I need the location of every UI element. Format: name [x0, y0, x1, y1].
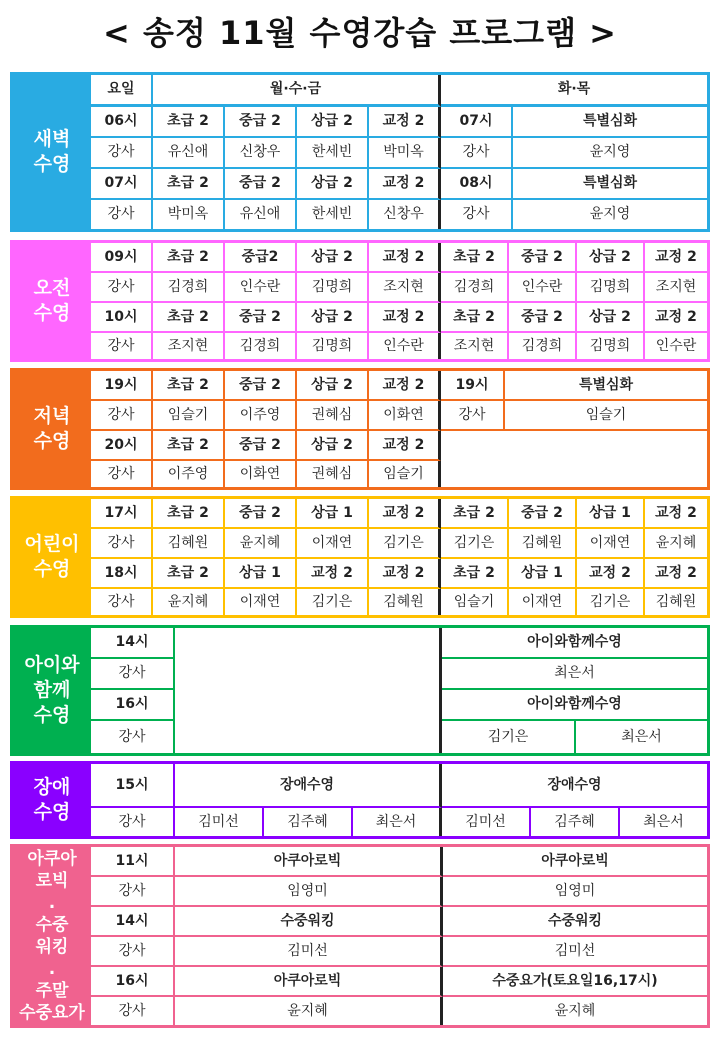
teacher-cell: 신창우 — [369, 200, 441, 229]
evening-section — [10, 368, 710, 490]
class-cell: 특별심화 — [505, 371, 707, 401]
teacher-cell: 윤지혜 — [554, 1002, 596, 1019]
class-cell: 상급 2 — [297, 169, 369, 200]
kids-label: 어린이 수영 — [13, 499, 91, 615]
class-cell: 아쿠아로빅 — [175, 967, 443, 997]
class-cell: 중급 2 — [225, 431, 297, 461]
teacher-cell: 임슬기 — [153, 401, 225, 431]
teacher-cell: 한세빈 — [297, 200, 369, 229]
class-cell: 초급 2 — [153, 169, 225, 200]
teacher-cell: 윤지혜 — [153, 589, 225, 615]
teacher-cell: 조지현 — [369, 273, 441, 303]
teacher-cell: 이재연 — [577, 529, 645, 559]
class-cell: 수중워킹 — [443, 907, 707, 937]
teacher-cell: 김혜원 — [369, 589, 441, 615]
teacher-cell: 박미옥 — [369, 138, 441, 169]
class-cell: 초급 2 — [441, 243, 509, 273]
teacher-cell: 김기은 — [297, 589, 369, 615]
teacher-cell: 한세빈 — [297, 138, 369, 169]
class-cell: 교정 2 — [369, 303, 441, 333]
teacher-label: 강사 — [91, 273, 153, 303]
teacher-cell: 최은서 — [353, 808, 442, 836]
class-cell: 수중워킹 — [175, 907, 443, 937]
class-cell: 초급 2 — [153, 107, 225, 138]
time-cell: 17시 — [91, 499, 153, 529]
teacher-cell: 임슬기 — [369, 461, 441, 487]
time-cell: 18시 — [91, 559, 153, 589]
teacher-label: 강사 — [91, 529, 153, 559]
time-cell: 11시 — [91, 847, 175, 877]
day-header: 요일 — [91, 75, 153, 107]
teacher-cell: 김혜원 — [153, 529, 225, 559]
empty-cell — [441, 431, 707, 487]
class-cell: 교정 2 — [369, 243, 441, 273]
teacher-cell: 김기은 — [369, 529, 441, 559]
teacher-cell: 임영미 — [443, 877, 707, 907]
group-a-header: 월·수·금 — [153, 75, 441, 107]
teacher-label: 강사 — [91, 333, 153, 359]
time-cell: 08시 — [441, 169, 513, 200]
teacher-cell: 인수란 — [655, 337, 697, 354]
teacher-cell: 이주영 — [153, 461, 225, 487]
teacher-cell: 김경희 — [441, 273, 509, 303]
class-cell: 중급 2 — [225, 107, 297, 138]
teacher-cell: 김명희 — [577, 333, 645, 359]
kids-section — [10, 496, 710, 618]
class-cell: 아쿠아로빅 — [175, 847, 443, 877]
teacher-cell: 김미선 — [442, 808, 531, 836]
group-b-header: 화·목 — [441, 75, 707, 107]
page-title: < 송정 11월 수영강습 프로그램 > — [103, 14, 617, 52]
teacher-cell: 김명희 — [297, 273, 369, 303]
teacher-cell: 임슬기 — [505, 401, 707, 431]
class-cell: 교정 2 — [645, 559, 707, 589]
class-cell: 상급 1 — [577, 499, 645, 529]
class-cell: 초급 2 — [153, 499, 225, 529]
class-cell: 교정 2 — [369, 499, 441, 529]
time-cell: 15시 — [91, 764, 175, 808]
teacher-cell: 김혜원 — [509, 529, 577, 559]
class-cell: 상급 2 — [297, 431, 369, 461]
class-cell: 교정 2 — [369, 169, 441, 200]
teacher-cell: 최은서 — [442, 659, 707, 690]
morning-section — [10, 240, 710, 362]
class-cell: 중급2 — [225, 243, 297, 273]
class-cell: 중급 2 — [509, 303, 577, 333]
teacher-cell: 김미선 — [443, 937, 707, 967]
class-cell: 교정 2 — [645, 303, 707, 333]
teacher-cell: 권혜심 — [297, 461, 369, 487]
class-cell: 중급 2 — [225, 303, 297, 333]
together-section — [10, 625, 710, 756]
teacher-cell: 조지현 — [153, 333, 225, 359]
morning-label: 오전 수영 — [13, 243, 91, 359]
teacher-cell: 이화연 — [369, 401, 441, 431]
class-cell: 초급 2 — [153, 431, 225, 461]
class-cell: 초급 2 — [441, 499, 509, 529]
teacher-cell: 권혜심 — [297, 401, 369, 431]
class-cell: 상급 1 — [225, 559, 297, 589]
teacher-label: 강사 — [91, 808, 175, 836]
class-cell: 중급 2 — [225, 371, 297, 401]
teacher-cell: 윤지영 — [589, 206, 631, 223]
class-cell: 중급 2 — [225, 499, 297, 529]
time-cell: 10시 — [91, 303, 153, 333]
class-cell: 상급 2 — [577, 303, 645, 333]
teacher-cell: 윤지혜 — [645, 529, 707, 559]
class-cell: 아이와함께수영 — [442, 628, 707, 659]
teacher-cell: 신창우 — [225, 138, 297, 169]
teacher-cell: 김명희 — [577, 273, 645, 303]
teacher-cell: 김기은 — [442, 721, 576, 753]
teacher-label: 강사 — [91, 937, 175, 967]
time-cell: 07시 — [91, 169, 153, 200]
teacher-cell: 윤지혜 — [225, 529, 297, 559]
teacher-cell: 최은서 — [621, 728, 662, 745]
teacher-cell: 김명희 — [297, 333, 369, 359]
teacher-cell: 이화연 — [225, 461, 297, 487]
teacher-cell: 인수란 — [225, 273, 297, 303]
aqua-label: 아쿠아 로빅 . 수중 워킹 . 주말 수중요가 — [13, 847, 91, 1025]
class-cell: 초급 2 — [153, 303, 225, 333]
teacher-label: 강사 — [91, 997, 175, 1025]
teacher-cell: 박미옥 — [153, 200, 225, 229]
class-cell: 수중요가(토요일16,17시) — [443, 967, 707, 997]
teacher-cell: 김기은 — [577, 589, 645, 615]
teacher-cell: 인수란 — [369, 333, 441, 359]
class-cell: 아쿠아로빅 — [443, 847, 707, 877]
dawn-section — [10, 72, 710, 232]
class-cell: 상급 2 — [297, 303, 369, 333]
class-cell: 상급 1 — [297, 499, 369, 529]
teacher-label: 강사 — [441, 138, 513, 169]
class-cell: 아이와함께수영 — [442, 690, 707, 721]
class-cell: 상급 2 — [577, 243, 645, 273]
class-cell: 상급 2 — [297, 107, 369, 138]
time-cell: 19시 — [91, 371, 153, 401]
teacher-cell: 김경희 — [509, 333, 577, 359]
teacher-label: 강사 — [91, 659, 175, 690]
time-cell: 07시 — [441, 107, 513, 138]
time-cell: 14시 — [91, 907, 175, 937]
teacher-label: 강사 — [91, 138, 153, 169]
class-cell: 교정 2 — [369, 107, 441, 138]
teacher-cell: 인수란 — [509, 273, 577, 303]
teacher-cell: 김혜원 — [655, 593, 697, 610]
dawn-label: 새벽 수영 — [13, 75, 91, 229]
teacher-cell: 김미선 — [175, 808, 264, 836]
class-cell: 교정 2 — [369, 371, 441, 401]
teacher-cell: 이재연 — [225, 589, 297, 615]
class-cell: 중급 2 — [509, 499, 577, 529]
time-cell: 20시 — [91, 431, 153, 461]
time-cell: 09시 — [91, 243, 153, 273]
class-cell: 장애수영 — [175, 764, 442, 808]
evening-label: 저녁 수영 — [13, 371, 91, 487]
teacher-cell: 김경희 — [153, 273, 225, 303]
teacher-cell: 김주혜 — [531, 808, 620, 836]
teacher-label: 강사 — [91, 589, 153, 615]
teacher-cell: 이재연 — [509, 589, 577, 615]
class-cell: 특별심화 — [513, 169, 707, 200]
time-cell: 14시 — [91, 628, 175, 659]
class-cell: 상급 2 — [297, 243, 369, 273]
teacher-cell: 유신애 — [153, 138, 225, 169]
disabled-label: 장애 수영 — [13, 764, 91, 836]
teacher-label: 강사 — [91, 401, 153, 431]
class-cell: 교정 2 — [369, 431, 441, 461]
time-cell: 06시 — [91, 107, 153, 138]
teacher-cell: 유신애 — [225, 200, 297, 229]
teacher-cell: 윤지혜 — [175, 997, 443, 1025]
class-cell: 교정 2 — [577, 559, 645, 589]
time-cell: 16시 — [91, 690, 175, 721]
teacher-label: 강사 — [91, 461, 153, 487]
teacher-label: 강사 — [441, 401, 505, 431]
teacher-cell: 김경희 — [225, 333, 297, 359]
class-cell: 교정 2 — [369, 559, 441, 589]
time-cell: 16시 — [91, 967, 175, 997]
class-cell: 초급 2 — [153, 371, 225, 401]
class-cell: 초급 2 — [441, 303, 509, 333]
class-cell: 교정 2 — [645, 243, 707, 273]
teacher-label: 강사 — [91, 721, 175, 753]
class-cell: 장애수영 — [442, 764, 707, 808]
teacher-cell: 김주혜 — [264, 808, 353, 836]
teacher-label: 강사 — [91, 877, 175, 907]
aqua-section — [10, 844, 710, 1028]
teacher-cell: 최은서 — [643, 813, 684, 830]
teacher-cell: 김미선 — [175, 937, 443, 967]
teacher-cell: 김기은 — [441, 529, 509, 559]
class-cell: 초급 2 — [153, 559, 225, 589]
teacher-cell: 윤지영 — [513, 138, 707, 169]
class-cell: 교정 2 — [645, 499, 707, 529]
class-cell: 중급 2 — [509, 243, 577, 273]
teacher-cell: 조지현 — [441, 333, 509, 359]
teacher-cell: 조지현 — [645, 273, 707, 303]
teacher-cell: 임슬기 — [441, 589, 509, 615]
class-cell: 특별심화 — [513, 107, 707, 138]
class-cell: 상급 2 — [297, 371, 369, 401]
empty-cell — [175, 628, 442, 753]
class-cell: 중급 2 — [225, 169, 297, 200]
class-cell: 상급 1 — [509, 559, 577, 589]
together-label: 아이와 함께 수영 — [13, 628, 91, 753]
teacher-cell: 임영미 — [175, 877, 443, 907]
teacher-label: 강사 — [91, 200, 153, 229]
class-cell: 초급 2 — [441, 559, 509, 589]
teacher-cell: 이재연 — [297, 529, 369, 559]
disabled-section — [10, 761, 710, 839]
teacher-label: 강사 — [441, 200, 513, 229]
class-cell: 초급 2 — [153, 243, 225, 273]
teacher-cell: 이주영 — [225, 401, 297, 431]
time-cell: 19시 — [441, 371, 505, 401]
class-cell: 교정 2 — [297, 559, 369, 589]
